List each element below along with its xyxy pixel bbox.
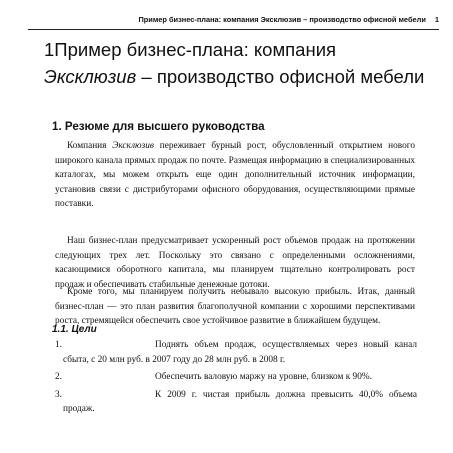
- goal-text: Обеспечить валовую маржу на уровне, близком к 90%.: [155, 372, 372, 383]
- running-title: Пример бизнес-плана: компания Эксклюзив – производство офисной мебели: [138, 15, 426, 24]
- goal-number: 3.: [55, 389, 62, 400]
- goal-text: Поднять объем продаж, осуществляемых через новый канал сбыта, с 20 млн руб. в 2007 году до 28 млн руб. в 2008 г.: [63, 340, 417, 365]
- title-prefix: 1Пример бизнес-плана: компания: [44, 39, 337, 60]
- page-number: 1: [434, 15, 439, 24]
- document-title: [44, 36, 433, 90]
- title-company: Эксклюзив: [44, 66, 137, 87]
- p1-rest: переживает бурный рост, обусловленный открытием нового широкого канала прямых продаж по почте. Размещая информацию в специализированных каталогах, мы можем открыть еще один дополнительный источник информации, установив связи с дистрибуторами офисного оборудования, осуществляющими прямые поставки.: [55, 141, 415, 210]
- goals-list: [55, 338, 417, 420]
- list-item: [55, 388, 417, 417]
- summary-paragraph-3: Кроме того, мы планируем получить небывало высокую прибыль. Итак, данный бизнес-план — это план развития благополучной компании с хорошими перспективами роста, стремящейся обеспечить свое устойчивое развитие в ближайшем будущем.: [55, 287, 415, 327]
- p1-start: Компания: [67, 141, 107, 151]
- p1-company: Эксклюзив: [112, 141, 154, 151]
- goal-number: 1.: [55, 340, 62, 350]
- title-suffix: – производство офисной мебели: [141, 66, 425, 87]
- list-item: [55, 370, 417, 385]
- list-item: [55, 338, 417, 367]
- section-heading-summary: 1. Резюме для высшего руководства: [52, 120, 265, 133]
- running-header: [28, 11, 439, 30]
- summary-paragraph-1: [55, 139, 415, 212]
- goal-text: К 2009 г. чистая прибыль должна превысить 40,0% объема продаж.: [63, 389, 417, 415]
- summary-paragraph-2: Наш бизнес-план предусматривает ускоренный рост объемов продаж на протяжении следующих трех лет. Поскольку это связано с определенными осложнениями, касающимися оборотного капитала, мы планируем тщательно контролировать рост продаж и обеспечивать стабильные денежные потоки.: [55, 236, 415, 290]
- section-heading-goals: 1.1. Цели: [52, 324, 97, 335]
- goal-number: 2.: [55, 372, 62, 383]
